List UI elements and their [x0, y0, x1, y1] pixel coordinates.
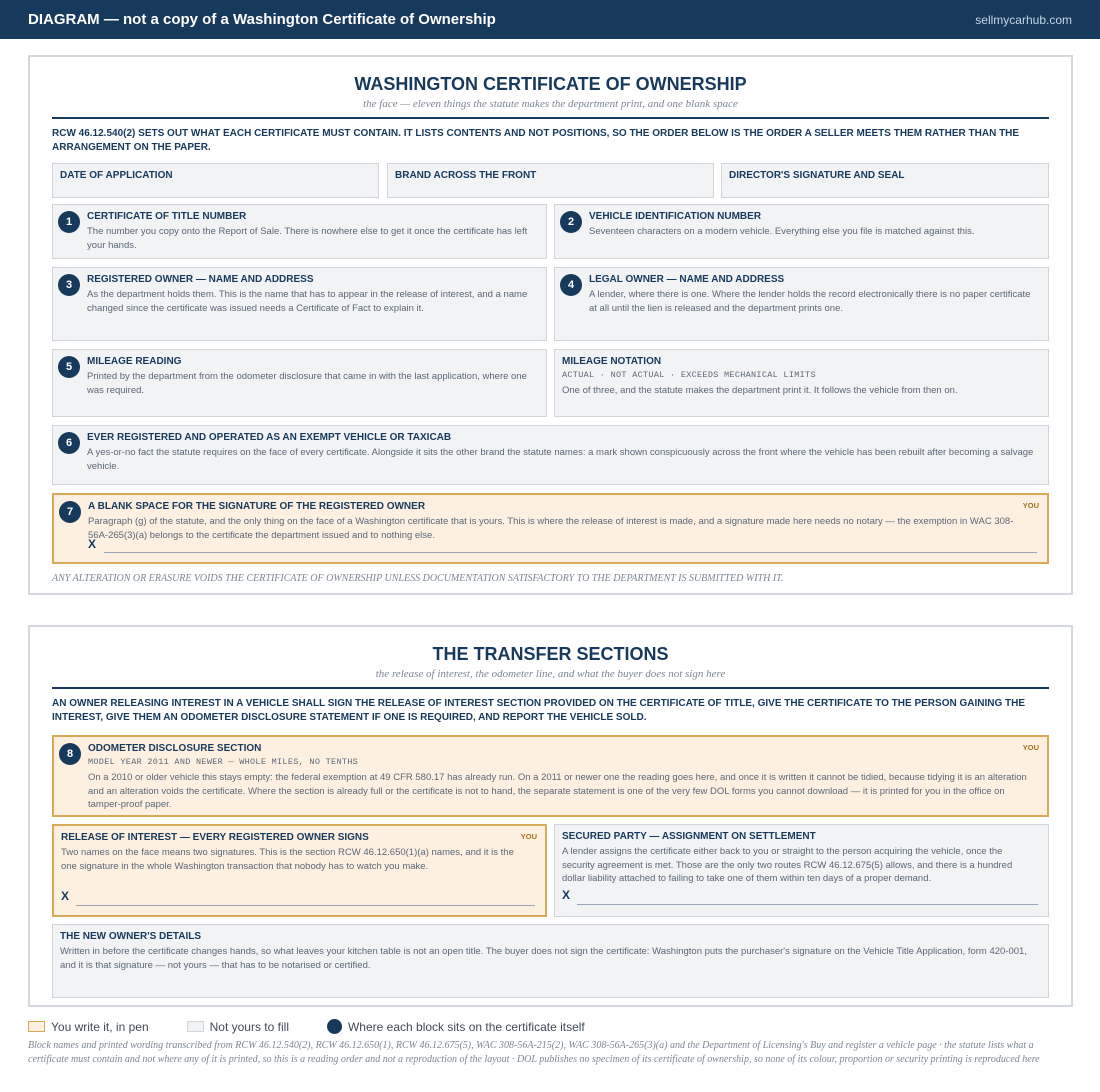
box-title: REGISTERED OWNER — NAME AND ADDRESS [87, 274, 314, 285]
legend-you [28, 1020, 149, 1034]
panel-intro: AN OWNER RELEASING INTEREST IN A VEHICLE SHALL SIGN THE RELEASE OF INTEREST SECTION PROVIDED ON THE CERTIFICATE OF TITLE, GIVE THE CERTIFICATE TO THE PERSON GAINING THE INTEREST, GIVE THEM AN ODOMETER DISCLOSURE STATEMENT IF ONE IS REQUIRED, AND REPORT THE VEHICLE SOLD. [52, 698, 1026, 723]
box-title: MILEAGE READING [87, 356, 182, 367]
number-badge: 2 [560, 211, 582, 233]
box-description: Paragraph (g) of the statute, and the only thing on the face of a Washington certificate that is yours. This is where the release of interest is made, and a signature made here needs no notary — the exemption in WAC 308-56A-265(3)(a) belongs to the certificate the department issued and to nothing else. [88, 516, 1014, 541]
vin-box [554, 204, 1049, 259]
you-tag: YOU [1022, 743, 1039, 752]
box-title: RELEASE OF INTEREST — EVERY REGISTERED OWNER SIGNS [61, 832, 369, 843]
box-title: MILEAGE NOTATION [562, 356, 662, 367]
panel-title: WASHINGTON CERTIFICATE OF OWNERSHIP [354, 74, 747, 94]
source-credits: Block names and printed wording transcribed from RCW 46.12.540(2), RCW 46.12.650(1), RCW 46.12.675(5), WAC 308-56A-215(2), WAC 308-56A-265(3)(a) and the Department of Licensing's Buy and register a vehicle page · the statute lists what a certificate must contain and not where any of it is printed, so this is a reading order and not a reproduction of the layout · DOL publishes no specimen of its certificate of ownership, so none of its colour, proportion or security printing is reproduced here [28, 1040, 1040, 1065]
box-description: Printed by the department from the odometer disclosure that came in with the last application, where one was required. [87, 371, 527, 396]
you-tag: YOU [520, 832, 537, 841]
legend-not-swatch [187, 1021, 204, 1032]
mileage-reading-box [52, 349, 547, 417]
panel-intro: RCW 46.12.540(2) SETS OUT WHAT EACH CERTIFICATE MUST CONTAIN. IT LISTS CONTENTS AND NOT POSITIONS, SO THE ORDER BELOW IS THE ORDER A SELLER MEETS THEM RATHER THAN THE ARRANGEMENT ON THE PAPER. [52, 128, 1020, 153]
legend-you-swatch [28, 1021, 45, 1032]
panel-title: THE TRANSFER SECTIONS [432, 644, 669, 664]
box-description: Written in before the certificate changes hands, so what leaves your kitchen table is not an open title. The buyer does not sign the certificate: Washington puts the purchaser's signature on the Vehicle Title Application, form 420-001, and it is that signature — not yours — that has to be notarised or certified. [60, 946, 1027, 971]
box-description: The number you copy onto the Report of Sale. There is nowhere else to get it once the certificate has left your hands. [87, 226, 528, 251]
panel-subtitle: the face — eleven things the statute makes the department print, and one blank space [363, 98, 738, 110]
signature-x-mark: X [562, 888, 571, 902]
signature-line[interactable] [76, 905, 535, 906]
certificate-face-panel [28, 55, 1073, 595]
title-rule [52, 687, 1049, 689]
box-description: Two names on the face means two signatures. This is the section RCW 46.12.650(1)(a) names, and it is the one signature in the whole Washington transaction that nobody has to watch you make. [61, 847, 514, 872]
mileage-notation-box [554, 349, 1049, 417]
signature-line [577, 904, 1038, 905]
box-title: DIRECTOR'S SIGNATURE AND SEAL [729, 170, 905, 181]
top-bar [0, 0, 1100, 39]
number-badge: 3 [58, 274, 80, 296]
box-options: ACTUAL · NOT ACTUAL · EXCEEDS MECHANICAL LIMITS [562, 370, 816, 380]
you-tag: YOU [1022, 501, 1039, 510]
legal-owner-box [554, 267, 1049, 341]
number-badge: 1 [58, 211, 80, 233]
box-title: LEGAL OWNER — NAME AND ADDRESS [589, 274, 785, 285]
box-title: VEHICLE IDENTIFICATION NUMBER [589, 211, 762, 222]
number-badge: 4 [560, 274, 582, 296]
box-description: On a 2010 or older vehicle this stays empty: the federal exemption at 49 CFR 580.17 has already run. On a 2011 or newer one the reading goes here, and once it is written it cannot be tidied, because tidying it is an alteration and an alteration voids the certificate. Where the section is already full or the certificate is not to hand, the separate statement is one of the very few DOL forms you cannot download — it is printed for you in the office on tamper-proof paper. [88, 772, 1027, 810]
box-title: ODOMETER DISCLOSURE SECTION [88, 743, 262, 754]
title-number-box [52, 204, 547, 259]
legend-dot [327, 1019, 585, 1034]
transfer-sections-panel [28, 625, 1073, 1007]
alteration-warning: ANY ALTERATION OR ERASURE VOIDS THE CERTIFICATE OF OWNERSHIP UNLESS DOCUMENTATION SATISFACTORY TO THE DEPARTMENT IS SUBMITTED WITH IT. [52, 573, 784, 584]
new-owner-details-box [52, 924, 1049, 998]
owner-signature-box[interactable] [52, 493, 1049, 564]
registered-owner-box [52, 267, 547, 341]
legend-not [187, 1020, 289, 1034]
signature-line[interactable] [104, 552, 1037, 553]
box-description: One of three, and the statute makes the department print it. It follows the vehicle from then on. [562, 385, 958, 396]
box-title: DATE OF APPLICATION [60, 170, 173, 181]
number-badge: 6 [58, 432, 80, 454]
box-options: MODEL YEAR 2011 AND NEWER — WHOLE MILES, NO TENTHS [88, 757, 359, 767]
panel-subtitle: the release of interest, the odometer line, and what the buyer does not sign here [375, 668, 726, 680]
odometer-disclosure-box[interactable] [52, 735, 1049, 817]
number-badge: 8 [59, 743, 81, 765]
box-description: Seventeen characters on a modern vehicle. Everything else you file is matched against this. [589, 226, 975, 237]
legend-not-label: Not yours to fill [209, 1019, 289, 1034]
box-description: A lender, where there is one. Where the lender holds the record electronically there is no paper certificate at all until the lien is released and the department prints one. [589, 289, 1031, 314]
date-of-application-box [52, 163, 379, 198]
exempt-vehicle-box [52, 425, 1049, 485]
box-title: A BLANK SPACE FOR THE SIGNATURE OF THE REGISTERED OWNER [88, 501, 426, 512]
diagram-title: DIAGRAM — not a copy of a Washington Certificate of Ownership [28, 11, 496, 28]
site-link[interactable]: sellmycarhub.com [975, 12, 1072, 27]
box-title: CERTIFICATE OF TITLE NUMBER [87, 211, 247, 222]
title-rule [52, 117, 1049, 119]
brand-across-front-box [387, 163, 714, 198]
number-badge: 5 [58, 356, 80, 378]
box-title: THE NEW OWNER'S DETAILS [60, 931, 202, 942]
legend-you-label: You write it, in pen [51, 1019, 149, 1034]
legend [28, 1019, 623, 1034]
legend-dot-label: Where each block sits on the certificate itself [347, 1019, 585, 1034]
box-description: As the department holds them. This is the name that has to appear in the release of interest, and a name changed since the certificate was issued needs a Certificate of Fact to explain it. [87, 289, 528, 314]
box-title: SECURED PARTY — ASSIGNMENT ON SETTLEMENT [562, 831, 816, 842]
number-badge: 7 [59, 501, 81, 523]
director-signature-box [721, 163, 1049, 198]
box-description: A yes-or-no fact the statute requires on the face of every certificate. Alongside it sits the other brand the statute names: a mark shown conspicuously across the front where the vehicle has been rebuilt after becoming a salvage vehicle. [87, 447, 1034, 472]
release-of-interest-box[interactable] [52, 824, 547, 917]
legend-dot-icon [327, 1019, 342, 1034]
signature-x-mark: X [61, 889, 70, 903]
box-title: EVER REGISTERED AND OPERATED AS AN EXEMPT VEHICLE OR TAXICAB [87, 432, 452, 443]
box-title: BRAND ACROSS THE FRONT [395, 170, 537, 181]
box-description: A lender assigns the certificate either back to you or straight to the person acquiring the vehicle, once the security agreement is met. Those are the only two routes RCW 46.12.675(5) allows, and there is a hundred dollar liability attached to failing to take one of them within ten days of a proper demand. [562, 846, 1013, 884]
secured-party-box [554, 824, 1049, 917]
signature-x-mark: X [88, 537, 97, 551]
